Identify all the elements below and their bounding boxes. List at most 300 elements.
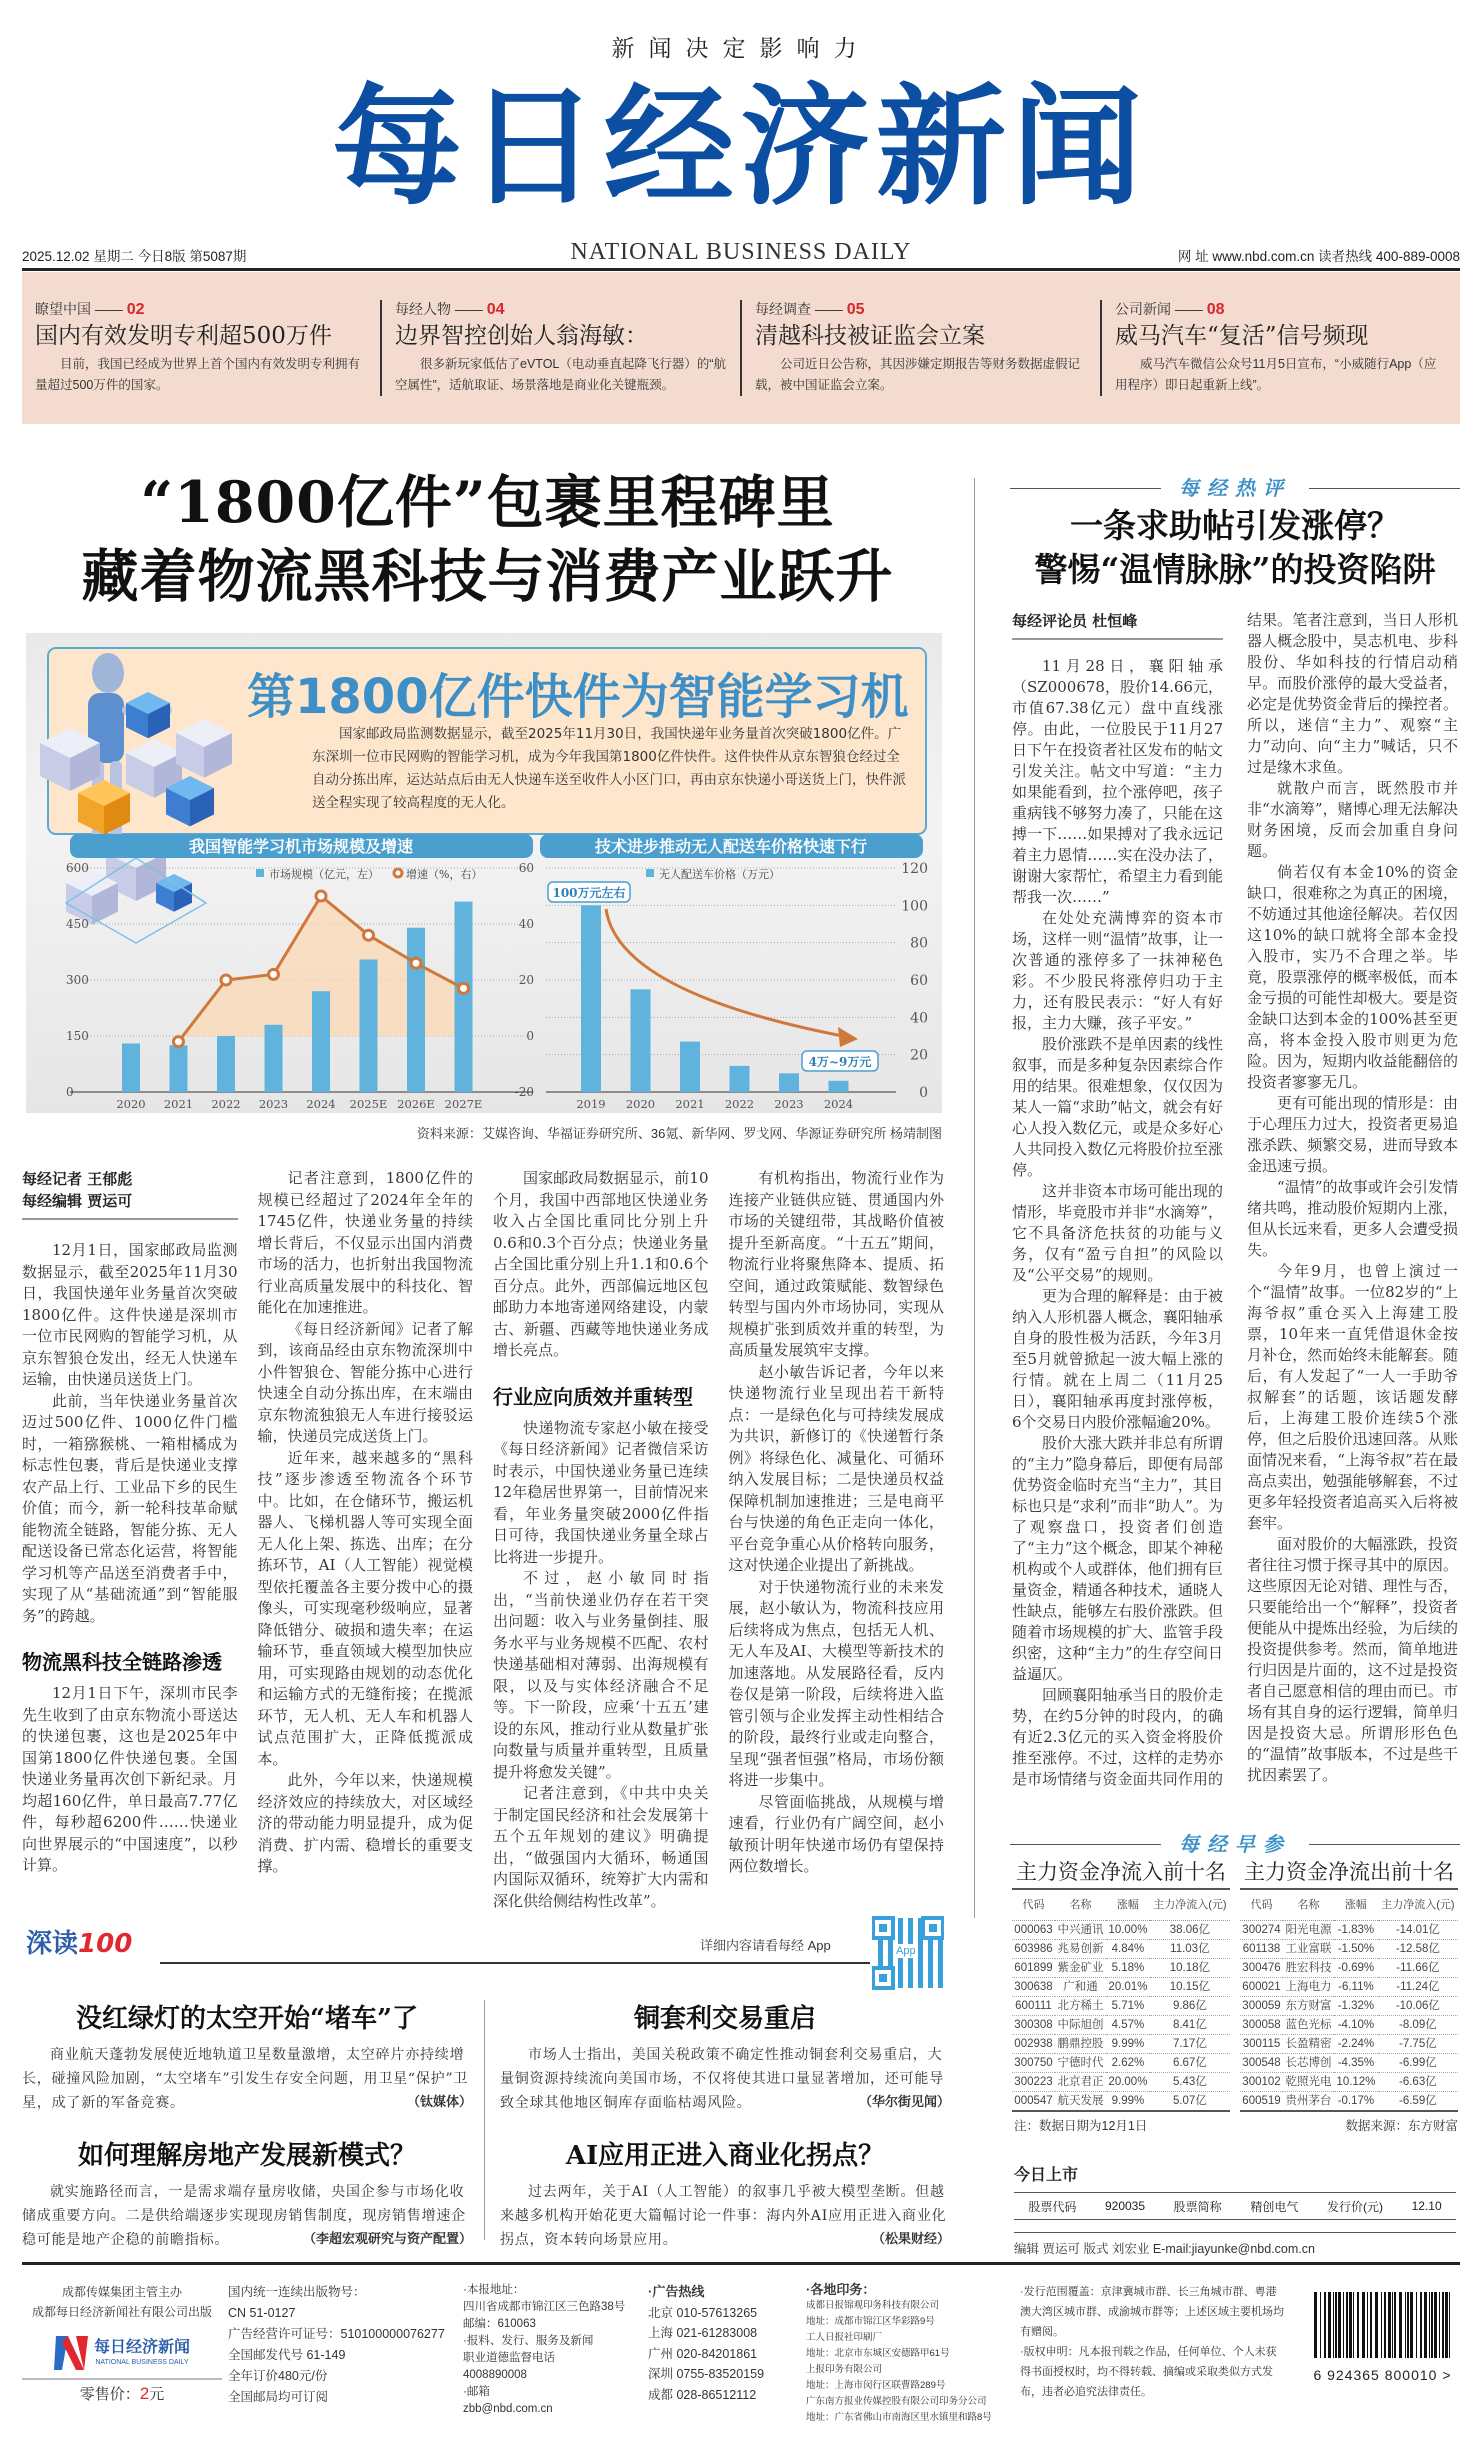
change-pct: 4.84% [1106,1939,1150,1958]
deep-read-source: （钛媒体） [406,2095,472,2110]
y-left-tick: 450 [66,917,89,931]
table-row [1240,1996,1458,2015]
editorial-body [1012,610,1458,1802]
change-pct: -1.50% [1334,1939,1378,1958]
nbd-logo-icon [54,2332,88,2372]
x-tick: 2020 [625,1097,656,1111]
bar-market-size [217,1036,235,1092]
paragraph: 尽管面临挑战，从规模与增速看，行业仍有广阔空间，赵小敏预计明年快递市场仍有望保持两位数增长。 [728,1792,944,1875]
y-tick: 120 [901,861,928,877]
stock-name: 胜宏科技 [1283,1958,1334,1977]
change-pct: -0.69% [1334,1958,1378,1977]
net-flow: -8.09亿 [1378,2015,1458,2034]
reporter: 每经记者 王郁彪 [22,1170,133,1188]
net-flow: -6.63亿 [1378,2072,1458,2091]
deep-read-desc-text: 过去两年，关于AI（人工智能）的叙事几乎被大模型垄断。但越来越多机构开始花更大篇幅讨论一件事：海内外AI应用正进入商业化拐点，资本转向场景应用。 [500,2184,947,2248]
stock-name: 宁德时代 [1055,2053,1106,2072]
copyright-notice: ·版权申明：凡本报刊载之作品，任何单位、个人未获得书面授权时，均不得转载、摘编或采取类似方式发布，违者必追究法律责任。 [1020,2346,1277,2398]
paragraph: 记者注意到，1800亿件的规模已经超过了2024年全年的1745亿件，快递业务量的持续增长背后，不仅显示出国内消费市场的活力，也折射出我国物流行业高质量发展中的科技化、智能化在加速推进。 [257,1169,473,1316]
bar-price [779,1073,799,1092]
morning-section-text: 每经早参 [1179,1832,1291,1856]
paragraph: 倘若仅有本金10%的资金缺口，很难称之为真正的困境，不妨通过其他途径解决。若仅因这10%的缺口就将全部本金投入股市，实乃不合理之举。毕竟，股票涨停的概率极低，而本金亏损的可能性却极大。要是资金缺口达到本金的100%甚至更高，将本金投入股市则更为危险。因为，短期内收益能翻倍的投资者寥寥无几。 [1247,863,1458,1091]
teaser-desc: 公司近日公告称，其因涉嫌定期报告等财务数据虚假记载，被中国证监会立案。 [755,357,1081,392]
website-hotline: 网 址 www.nbd.com.cn 读者热线 400-889-0008 [1177,249,1460,264]
annotation-end: 4万~9万元 [808,1055,872,1069]
column-header: 代码 [1012,1890,1055,1920]
stock-code: 002938 [1012,2034,1055,2053]
growth-point [269,969,279,979]
stock-name: 贵州茅台 [1283,2091,1334,2111]
table-row [1240,2053,1458,2072]
footer-line: 上海 021-61283008 [648,2326,758,2340]
change-pct: -4.35% [1334,2053,1378,2072]
x-tick: 2023 [258,1097,289,1111]
stock-code: 600021 [1240,1977,1283,1996]
change-pct: -6.11% [1334,1977,1378,1996]
deep-read-title[interactable]: 铜套利交易重启 [633,2004,816,2034]
stock-code: 300476 [1240,1958,1283,1977]
x-tick: 2019 [576,1097,606,1111]
y-tick: 0 [919,1085,928,1101]
column-header: 主力净流入(元) [1378,1890,1458,1920]
subheading: 物流黑科技全链路渗透 [22,1650,222,1674]
change-pct: 10.00% [1106,1920,1150,1939]
column-header: 代码 [1240,1890,1283,1920]
stock-code: 300274 [1240,1920,1283,1939]
change-pct: 20.00% [1106,2072,1150,2091]
change-pct: 20.01% [1106,1977,1150,1996]
table-row [1012,2072,1230,2091]
teaser-page-number: 04 [486,301,505,318]
table-row [1012,1920,1230,1939]
table-row [1240,2015,1458,2034]
arrowhead-icon [838,1027,858,1047]
stock-name: 阳光电源 [1283,1920,1334,1939]
lead-byline [22,1168,238,1220]
deep-read-desc [22,2043,472,2115]
bar-market-size [122,1043,140,1092]
x-tick: 2023 [774,1097,804,1111]
bar-price [581,905,601,1092]
footer-logo-en: NATIONAL BUSINESS DAILY [95,2358,189,2366]
teaser-3[interactable] [742,300,1102,396]
teaser-dash: —— [811,301,847,317]
x-tick: 2021 [163,1097,194,1111]
deep-read-item[interactable] [500,2140,950,2252]
stock-name: 北方稀土 [1055,1996,1106,2015]
table-row [1240,1920,1458,1939]
deep-read-title[interactable]: 没红绿灯的太空开始“堵车”了 [76,2004,418,2034]
paragraph: 更为合理的解释是：由于被纳入人形机器人概念，襄阳轴承自身的股性极为活跃，今年3月至5月就曾掀起一波大幅上涨的行情。就在上周二（11月25日），襄阳轴承再度封涨停板，6个交易日内股价涨幅逾20%。 [1012,1287,1223,1431]
teaser-page-number: 02 [126,301,145,318]
stock-name: 工业富联 [1283,1939,1334,1958]
footer-publisher [22,2282,222,2405]
stock-code: 300223 [1012,2072,1055,2091]
column-header: 涨幅 [1106,1890,1150,1920]
qr-label: App [896,1945,916,1957]
ipo-label: 股票代码 [1028,2199,1077,2214]
growth-point [221,975,231,985]
stock-code: 300059 [1240,1996,1283,2015]
deep-read-title[interactable]: 如何理解房地产发展新模式？ [77,2141,416,2171]
table-row [1240,1939,1458,1958]
table-row [1012,1977,1230,1996]
footer-line: 全国邮局均可订阅 [228,2390,329,2404]
paragraph: 此外，今年以来，快递规模经济效应的持续放大，对区域经济的带动能力明显提升，成为促消费、扩内需、稳增长的重要支撑。 [257,1771,473,1875]
fund-flow-tables [1012,1860,1458,2112]
legend-growth: 增速（%，右） [406,868,483,881]
teaser-4[interactable] [1102,300,1460,396]
chart-source [342,1126,942,1142]
ipo-row [1014,2192,1456,2220]
footer-line: 地址：北京市东城区安德路甲61号 [806,2348,950,2359]
table-row [1012,2091,1230,2111]
net-flow: 9.86亿 [1150,1996,1230,2015]
footer-line: zbb@nbd.com.cn [463,2403,553,2415]
net-flow: -6.59亿 [1378,2091,1458,2111]
growth-point [316,891,326,901]
table-row [1240,1958,1458,1977]
footer-address [463,2282,641,2418]
chart-source-text: 资料来源：艾媒咨询、华福证券研究所、36氪、新华网、罗戈网、华源证券研究所 杨靖制图 [416,1126,942,1141]
x-tick: 2024 [306,1097,336,1111]
change-pct: 5.71% [1106,1996,1150,2015]
table-row [1012,1939,1230,1958]
change-pct: -4.10% [1334,2015,1378,2034]
teaser-title: 清越科技被证监会立案 [755,323,985,349]
footer-line: ·本报地址： [463,2284,525,2296]
paragraph: 更有可能出现的情形是：由于心理压力过大，投资者更易追涨杀跌、频繁交易，进而导致本金迅速亏损。 [1247,1094,1458,1175]
y-tick: 100 [901,898,928,915]
deep-read-desc-text: 商业航天蓬勃发展使近地轨道卫星数量激增，太空碎片亦持续增长，碰撞风险加剧，“太空堵车”引发生存安全问题，用卫星“保护”卫星，成了新的军备竞赛。 [22,2047,469,2111]
price-label: 零售价： [79,2386,140,2403]
infographic [26,633,942,1113]
bar-market-size [265,1025,283,1092]
deep-read-source: （华尔街见闻） [858,2095,950,2110]
net-flow: 6.67亿 [1150,2053,1230,2072]
x-tick: 2021 [675,1097,705,1111]
footer-line: 北京 010-57613265 [648,2305,758,2320]
teaser-title: 国内有效发明专利超500万件 [35,323,332,349]
column-header: 涨幅 [1334,1890,1378,1920]
teaser-section-name: 每经调查 [755,301,811,317]
stock-code: 601899 [1012,1958,1055,1977]
stock-code: 603986 [1012,1939,1055,1958]
deep-read-rule [160,1962,870,1964]
ipo-value: 12.10 [1411,2199,1442,2213]
paragraph: 国家邮政局数据显示，前10个月，我国中西部地区快递业务收入占全国比重同比分别上升0.6和0.3个百分点；快递业务量占全国比重分别上升1.1和0.6个百分点。此外，西部偏远地区包邮助力本地寄递网络建设，内蒙古、新疆、西藏等地快递业务成增长亮点。 [493,1169,709,1359]
paragraph: “温情”的故事或许会引发情绪共鸣，推动股价短期内上涨，但从长远来看，更多人会遭受损失。 [1247,1178,1458,1259]
net-flow: -7.75亿 [1378,2034,1458,2053]
stock-code: 300102 [1240,2072,1283,2091]
teaser-section-name: 每经人物 [395,301,451,317]
morning-section-label [1010,1830,1460,1858]
barcode [1310,2292,1455,2384]
deep-read-desc-text: 市场人士指出，美国关税政策不确定性推动铜套利交易重启，大量铜资源持续流向美国市场，不仅将使其进口量显著增加，还可能导致全球其他地区铜库存面临枯竭风险。 [500,2047,944,2111]
top-rule [22,268,1460,271]
masthead-logo: 每日经济新闻 [331,71,1148,223]
paragraph: 近年来，越来越多的“黑科技”逐步渗透至物流各个环节中。比如，在仓储环节，搬运机器人、飞梯机器人等可实现全面无人化上架、拣选、出库；在分拣环节，AI（人工智能）视觉模型依托覆盖各主要分拨中心的摄像头，可实现毫秒级响应，显著降低错分、破损和遗失率；在运输环节，垂直领域大模型加快应用，可实现路由规划的动态优化和运输方式的无缝衔接；在揽派环节，无人机、无人车和机器人试点范围扩大，正降低揽派成本。 [257,1448,473,1768]
paragraph: 《每日经济新闻》记者了解到，该商品经由京东物流深圳中小件智狼仓、智能分拣中心进行快速全自动分拣出库，在末端由京东物流独狼无人车进行接驳运输，快递员完成送货上门。 [257,1319,473,1445]
net-flow: -14.01亿 [1378,1920,1458,1939]
teaser-title: 威马汽车“复活”信号频现 [1115,323,1369,349]
price-value: 2 [139,2384,150,2403]
subheading: 行业应向质效并重转型 [493,1384,693,1409]
footer-notices [1020,2282,1285,2402]
net-flow: -6.99亿 [1378,2053,1458,2072]
infographic-desc: 国家邮政局监测数据显示，截至2025年11月30日，我国快递年业务量首次突破1800亿件。广东深圳一位市民网购的智能学习机，成为今年我国第1800亿件快件。这件快件从京东智狼仓经过全自动分拣出库，运达站点后由无人快递车送至收件人小区门口，再由京东快递小哥送货上门，快件派送全程实现了较高程度的无人化。 [312,726,906,811]
teaser-section [395,300,727,319]
paragraph: 11月28日，襄阳轴承（SZ000678，股价14.66元，市值67.38亿元）盘中直线涨停。由此，一位股民于11月27日下午在投资者社区发布的帖文引发关注。帖文中写道：“主力如果能看到，拉个涨停吧，孩子重病钱不够努力凑了，只能在这搏一下……如果搏对了我永远记着主力恩情……实在没办法了，谢谢大家帮忙，希望主力看到能帮我一次……” [1012,657,1223,906]
deep-read-label [26,1928,132,1960]
y-right-tick: -20 [514,1085,534,1099]
footer-line: ·报料、发行、服务及新闻 [463,2335,594,2347]
stock-code: 300750 [1012,2053,1055,2072]
paragraph: 股价大涨大跌并非总有所谓的“主力”隐身幕后，即便有局部优势资金临时充当“主力”，其目标也只是“求利”而非“助人”。为了观察盘口，投资者们创造了“主力”这个概念，即某个神秘机构或个人或群体，他们拥有巨量资金，精通各种技术，通晓人性缺点，能够左右股价涨跌。但随着市场规模的扩大、监管手段织密，这种“主力”的生存空间日益逼仄。 [1012,1434,1223,1683]
paragraph: 赵小敏告诉记者，今年以来快递物流行业呈现出若干新特点：一是绿色化与可持续发展成为共识，新修订的《快递暂行条例》将绿色化、减量化、可循环纳入发展目标；二是快递员权益保障机制加速推进；三是电商平台与快递的角色正走向一体化，平台竞争重心从价格转向服务，这对快递企业提出了新挑战。 [728,1362,944,1574]
change-pct: 4.57% [1106,2015,1150,2034]
teaser-desc: 威马汽车微信公众号11月5日宣布，“小威随行App（应用程序）即日起重新上线”。 [1115,357,1437,392]
stock-name: 蓝色光标 [1283,2015,1334,2034]
net-flow: 5.43亿 [1150,2072,1230,2091]
y-tick: 40 [910,1010,928,1027]
paragraph: 有机构指出，物流行业作为连接产业链供应链、贯通国内外市场的关键纽带，其战略价值被提升至新高度。“十五五”期间，物流行业将聚焦降本、提质、拓空间，通过政策赋能、数智绿色转型与国内外市场协同，实现从规模扩张到质效并重的转型，为高质量发展筑牢支撑。 [728,1169,944,1359]
column-header: 名称 [1055,1890,1106,1920]
footer-line: 地址：广东省佛山市南海区里水镇里和路8号 [806,2412,992,2423]
change-pct: -1.32% [1334,1996,1378,2015]
footer-printers [806,2282,1016,2426]
stock-name: 中兴通讯 [1055,1920,1106,1939]
teaser-page-number: 05 [846,301,865,318]
change-pct: 9.99% [1106,2034,1150,2053]
bar-price [730,1066,750,1092]
y-right-tick: 40 [518,917,534,931]
footer-heading: ·各地印务： [806,2282,876,2297]
paragraph: 回顾襄阳轴承当日的股价走势，在约5分钟的时段内，的确有近2.3亿元的买入资金将股价推至涨停。不过，这样的走势亦是市场情绪与资金面共同作用的结果。笔者注意到，当日人形机器人概念股中，昊志机电、步科股份、华如科技的行情启动稍早。而股价涨停的最大受益者，必定是优势资金背后的操控者。所以，迷信“主力”、观察“主力”动向、向“主力”喊话，只不过是缘木求鱼。 [1012,611,1458,1788]
teaser-page-number: 08 [1206,301,1225,318]
footer-line: 广州 020-84201861 [648,2346,758,2361]
teaser-section [1115,300,1447,319]
deep-read-text: 深读 [26,1929,79,1959]
table-row [1012,2015,1230,2034]
footer-line: 工人日报社印刷厂 [806,2332,883,2343]
stock-name: 长盈精密 [1283,2034,1334,2053]
deep-read-desc-text: 就实施路径而言，一是需求端存量房收储，央国企参与市场化收储成重要方向。二是供给端逐步实现现房销售制度，现房销售增速企稳可能是地产企稳的前瞻指标。 [22,2184,466,2248]
column-header: 主力净流入(元) [1150,1890,1230,1920]
legend-swatch-line [394,869,402,877]
x-tick: 2025E [349,1097,388,1111]
footer-line: 地址：成都市锦江区华彩路9号 [806,2316,935,2327]
net-flow: 5.07亿 [1150,2091,1230,2111]
editor: 每经编辑 贾运可 [22,1192,133,1210]
price-unit: 元 [149,2386,165,2403]
growth-point [364,930,374,940]
y-tick: 60 [910,973,928,989]
ipo-value: 精创电气 [1250,2199,1299,2214]
net-flow: 10.18亿 [1150,1958,1230,1977]
paragraph: 记者注意到，《中共中央关于制定国民经济和社会发展第十五个五年规划的建议》明确提出，“做强国内大循环，畅通国内国际双循环，统筹扩大内需和深化供给侧结构性改革”。 [493,1784,709,1910]
deep-read-item[interactable] [22,2003,472,2115]
stock-name: 长芯博创 [1283,2053,1334,2072]
outflow-title: 主力资金净流出前十名 [1240,1860,1458,1890]
teaser-dash: —— [91,301,127,317]
paragraph: 面对股价的大幅涨跌，投资者往往习惯于探寻其中的原因。这些原因无论对错、理性与否，只要能给出一个“解释”，投资者便能从中提炼出经验，为后续的投资提供参考。然而，简单地进行归因是片面的，这不过是投资者自己愿意相信的理由而已。市场有其自身的运行逻辑，简单归因是投资大忌。所谓形形色色的“温情”故事版本，不过是些干扰因素罢了。 [1247,1535,1458,1784]
inflow-table [1012,1860,1230,2112]
growth-point [174,1037,184,1047]
publisher-line1: 成都传媒集团主管主办 [61,2285,182,2299]
stock-code: 000063 [1012,1920,1055,1939]
column-divider [974,478,975,1918]
bar-price [631,989,651,1092]
deep-read-desc [22,2180,472,2252]
chart1-title: 我国智能学习机市场规模及增速 [188,837,414,856]
stock-code: 601138 [1240,1939,1283,1958]
legend-swatch-price [646,869,654,877]
ipo-title: 今日上市 [1014,2165,1079,2184]
bar-price [829,1081,849,1092]
lead-headline-line2: 藏着物流黑科技与消费产业跃升 [81,543,894,610]
table-row [1240,1977,1458,1996]
column-header: 名称 [1283,1890,1334,1920]
teaser-section [35,300,367,319]
annotation-start: 100万元左右 [552,886,626,900]
editorial-title-line1: 一条求助帖引发涨停？ [1070,506,1400,545]
deep-read-more: 详细内容请看每经 App [700,1938,831,1953]
paragraph: 今年9月，也曾上演过一个“温情”故事。一位82岁的“上海爷叔”重仓买入上海建工股票，10年来一直凭借退休金按月补仓，然而始终未能解套。随后，有人发起了“一人一手助爷叔解套”的话题，该话题发酵后，上海建工股价连续5个涨停，但之后股价迅速回落。从账面情况来看，“上海爷叔”若在最高点卖出，勉强能够解套，不过更多年轻投资者追高买入后将被套牢。 [1247,1262,1458,1532]
footer-publication-info [228,2282,458,2408]
teaser-bar [22,272,1460,424]
x-tick: 2022 [211,1097,241,1111]
teaser-dash: —— [451,301,487,317]
y-left-tick: 0 [66,1085,74,1099]
deep-read-number: 100 [78,1929,133,1959]
infographic-chart [26,633,942,1113]
paragraph: 对于快递物流行业的未来发展，赵小敏认为，物流科技应用后续将成为焦点，包括无人机、无人车及AI、大模型等新技术的加速落地。从发展路径看，反内卷仅是第一阶段，后续将进入监管引领与企业发挥主动性相结合的阶段，最终行业或走向整合，呈现“强者恒强”格局，市场份额将进一步集中。 [728,1577,944,1789]
x-tick: 2027E [444,1097,483,1111]
teaser-desc: 很多新玩家低估了eVTOL（电动垂直起降飞行器）的“航空属性”，适航取证、场景落地是商业化关键瓶颈。 [395,357,727,392]
stock-code: 600111 [1012,1996,1055,2015]
deep-read-item[interactable] [22,2140,472,2252]
x-tick: 2024 [823,1097,854,1111]
stock-code: 000547 [1012,2091,1055,2111]
footer-heading: ·广告热线 [648,2284,705,2299]
bar-market-size [455,902,473,1092]
stock-code: 300638 [1012,1977,1055,1996]
publisher-line2: 成都每日经济新闻社有限公司出版 [31,2305,212,2319]
table-header-row [1012,1890,1230,1920]
lead-headline-line1: “1800亿件”包裹里程碑里 [140,469,835,536]
footer-line: 全国邮发代号 61-149 [228,2348,346,2362]
legend-market-size: 市场规模（亿元，左） [269,868,379,881]
paragraph: 12月1日，国家邮政局监测数据显示，截至2025年11月30日，我国快递年业务量首次突破1800亿件。这件快递是深圳市一位市民网购的智能学习机，从京东智狼仓发出，经无人快递车运输，由快递员送货上门。 [22,1241,238,1388]
bar-market-size [312,991,330,1092]
editorial-section-text: 每经热评 [1179,476,1291,500]
table-header-row [1240,1890,1458,1920]
teaser-2[interactable] [382,300,742,396]
lead-article-body [22,1168,944,1918]
stock-name: 广和通 [1055,1977,1106,1996]
stock-name: 航天发展 [1055,2091,1106,2111]
teaser-section [755,300,1087,319]
paragraph: 不过，赵小敏同时指出，“当前快递业仍存在若干突出问题：收入与业务量倒挂、服务水平与业务规模不匹配、农村快递基础相对薄弱、出海规模有限，以及与实体经济融合不足等。下一阶段，应乘‘十五五’建设的东风，推动行业从数量扩张向数量与质量并重转型，且质量提升将愈发关键”。 [493,1569,709,1781]
bar-market-size [360,959,378,1092]
deep-read-divider [484,2000,485,2240]
qr-code-icon[interactable] [872,1916,944,1990]
stock-code: 300308 [1012,2015,1055,2034]
teaser-1[interactable] [22,300,382,396]
deep-read-desc [500,2180,950,2252]
y-tick: 80 [910,935,928,952]
y-right-tick: 20 [518,973,534,987]
teaser-section-name: 公司新闻 [1115,301,1171,317]
stock-code: 300058 [1240,2015,1283,2034]
change-pct: -2.24% [1334,2034,1378,2053]
net-flow: 11.03亿 [1150,1939,1230,1958]
net-flow: 10.15亿 [1150,1977,1230,1996]
y-right-tick: 0 [526,1029,534,1043]
table-row [1012,1996,1230,2015]
paragraph: 快递物流专家赵小敏在接受《每日经济新闻》记者微信采访时表示，中国快递业务量已连续12年稳居世界第一，目前情况来看，年业务量突破2000亿件指日可待，我国快递业务量全球占比将进一步提升。 [493,1418,709,1566]
table-row [1240,2091,1458,2111]
footer-logo-cn: 每日经济新闻 [93,2338,190,2356]
net-flow: -10.06亿 [1378,1996,1458,2015]
stock-code: 300115 [1240,2034,1283,2053]
change-pct: 5.18% [1106,1958,1150,1977]
deep-read-source: （李超宏观研究与资产配置） [302,2232,472,2247]
y-right-tick: 60 [518,861,534,875]
y-tick: 20 [910,1047,928,1064]
footer-line: ·邮箱 [463,2386,490,2398]
growth-point [459,983,469,993]
legend-swatch-bar [256,869,264,877]
teaser-title: 边界智控创始人翁海敏： [395,323,648,349]
outflow-table [1240,1860,1458,2112]
footer-line: 深圳 0755-83520159 [648,2367,765,2381]
table-source: 数据来源：东方财富 [1345,2119,1458,2133]
footer-line: 国内统一连续出版物号： [228,2285,366,2299]
change-pct: 10.12% [1334,2072,1378,2091]
deep-read-item[interactable] [500,2003,950,2115]
deep-read-title[interactable]: AI应用正进入商业化拐点？ [565,2141,885,2171]
masthead-slogan: 新闻决定影响力 [611,36,871,62]
table-note: 注：数据日期为12月1日 [1014,2119,1148,2133]
net-flow: -11.24亿 [1378,1977,1458,1996]
retail-price [22,2384,222,2405]
footer-logo [22,2332,222,2380]
table-row [1240,2034,1458,2053]
footer-line: 成都日报锦观印务科技有限公司 [806,2300,940,2311]
stock-name: 兆易创新 [1055,1939,1106,1958]
teaser-dash: —— [1171,301,1207,317]
footer-line: 职业道德监督电话 [463,2352,555,2364]
change-pct: -1.83% [1334,1920,1378,1939]
ipo-label: 股票简称 [1173,2199,1222,2214]
y-left-tick: 300 [66,973,89,987]
x-tick: 2026E [397,1097,435,1111]
stock-code: 300548 [1240,2053,1283,2072]
editorial-section-label [1010,474,1460,502]
table-row [1012,2053,1230,2072]
stock-name: 中际旭创 [1055,2015,1106,2034]
y-left-tick: 150 [66,1029,89,1043]
footer-line: 广东南方报业传媒控股有限公司印务分公司 [806,2396,987,2407]
deep-read-desc [500,2043,950,2115]
bar-market-size [407,928,425,1092]
table-row [1012,1958,1230,1977]
stock-name: 鹏鼎控股 [1055,2034,1106,2053]
stock-name: 乾照光电 [1283,2072,1334,2091]
stock-name: 紫金矿业 [1055,1958,1106,1977]
